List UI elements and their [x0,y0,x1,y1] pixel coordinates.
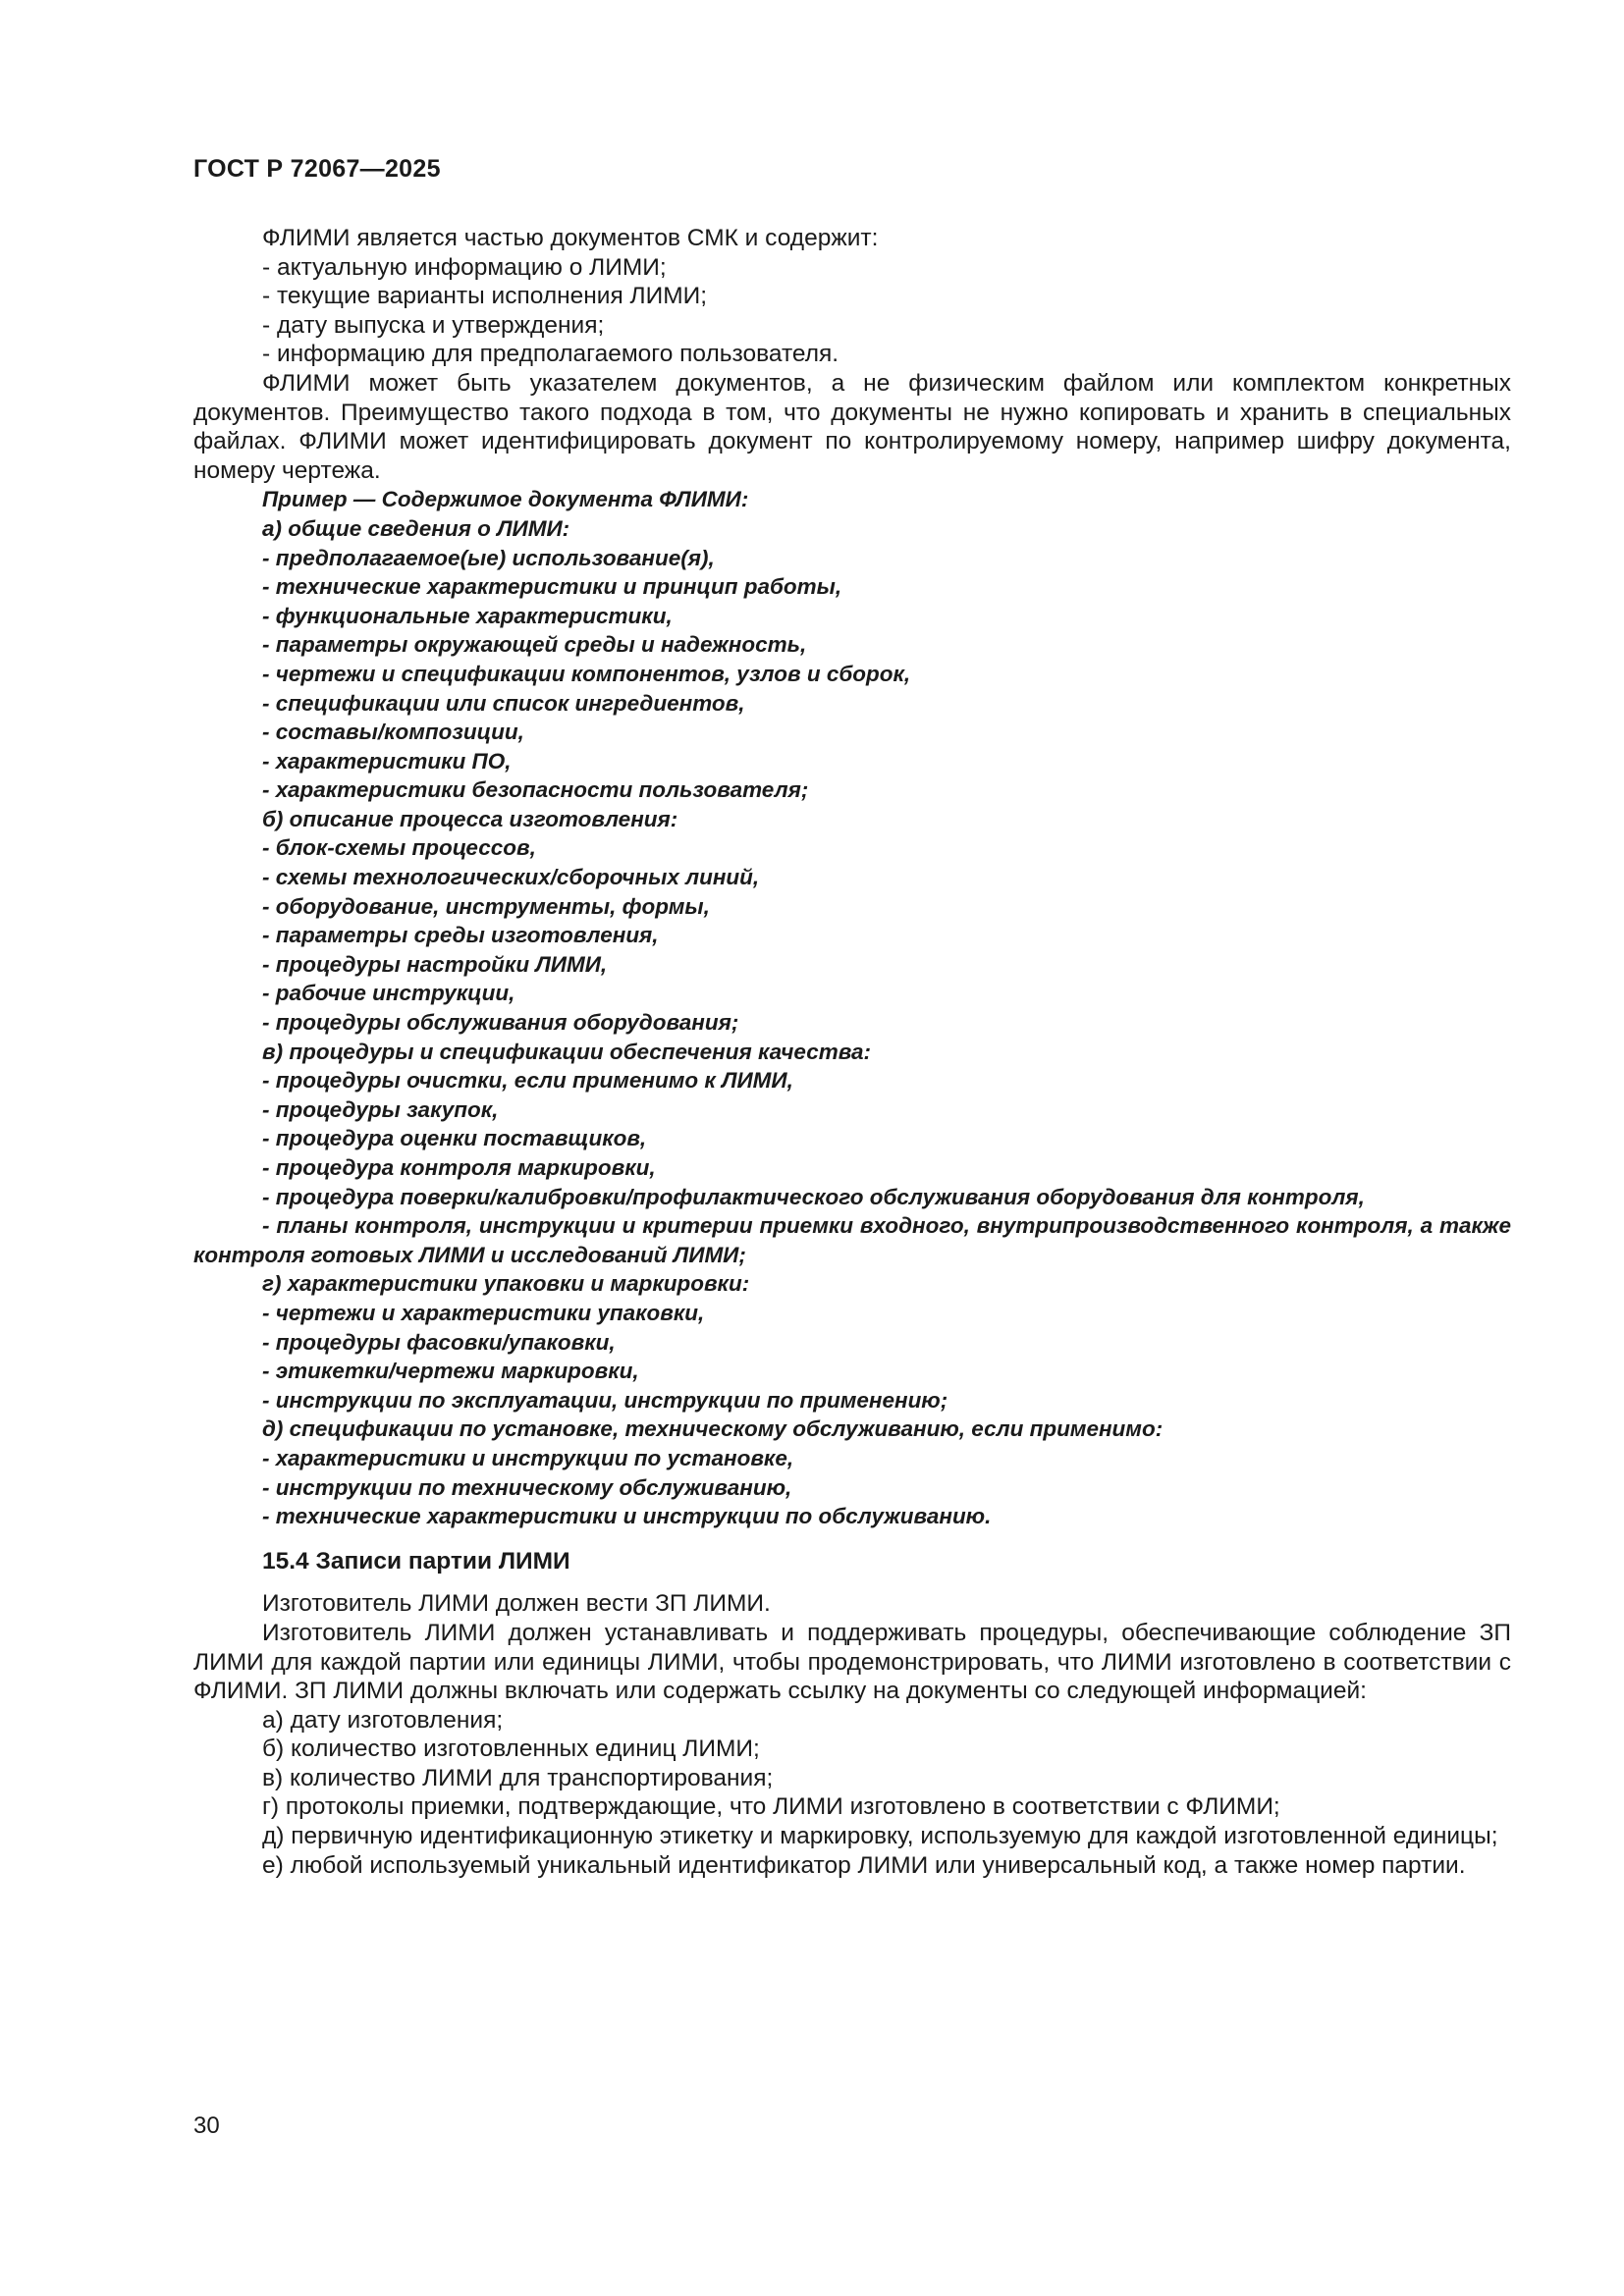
example-item: а) общие сведения о ЛИМИ: [262,515,570,541]
example-item: - процедуры закупок, [262,1096,499,1122]
list-item: е) любой используемый уникальный идентификатор ЛИМИ или универсальный код, а также номер партии. [262,1851,1466,1879]
example-item: - функциональные характеристики, [262,603,673,628]
example-item: - инструкции по техническому обслуживанию, [262,1474,792,1500]
list-item: - актуальную информацию о ЛИМИ; [262,253,667,281]
example-item: - чертежи и спецификации компонентов, узлов и сборок, [262,661,911,686]
list-item: - информацию для предполагаемого пользователя. [262,341,839,368]
list-item: - дату выпуска и утверждения; [262,311,605,339]
example-item: - процедуры фасовки/упаковки, [262,1329,616,1355]
example-block [193,485,1511,1530]
paragraph: Изготовитель ЛИМИ должен устанавливать и поддерживать процедуры, обеспечивающие соблюдение ЗП ЛИМИ для каждой партии или единицы ЛИМИ, чтобы продемонстрировать, что ЛИМИ изготовлено в соответствии с ФЛИМИ. ЗП ЛИМИ должны включать или содержать ссылку на документы со следующей информацией: [193,1619,1511,1705]
paragraph: Изготовитель ЛИМИ должен вести ЗП ЛИМИ. [262,1590,771,1618]
example-item: - характеристики ПО, [262,748,512,774]
example-item: - процедура контроля маркировки, [262,1155,656,1180]
example-item: г) характеристики упаковки и маркировки: [262,1271,750,1297]
example-title: Пример — Содержимое документа ФЛИМИ: [262,487,749,512]
list-item: - текущие варианты исполнения ЛИМИ; [262,283,708,310]
example-item: - технические характеристики и инструкции по обслуживанию. [262,1504,992,1529]
list-item: а) дату изготовления; [262,1706,504,1734]
example-item: - параметры среды изготовления, [262,923,659,948]
list-item: б) количество изготовленных единиц ЛИМИ; [262,1735,760,1763]
example-item: - характеристики и инструкции по установке, [262,1445,794,1470]
section-heading: 15.4 Записи партии ЛИМИ [262,1547,570,1575]
standard-header: ГОСТ Р 72067—2025 [193,155,441,183]
example-item: - спецификации или список ингредиентов, [262,690,745,716]
example-item: - предполагаемое(ые) использование(я), [262,545,715,570]
example-item: - планы контроля, инструкции и критерии приемки входного, внутрипроизводственного контроля, а также контроля готовых ЛИМИ и исследований ЛИМИ; [193,1213,1511,1267]
example-item: - рабочие инструкции, [262,981,515,1006]
document-body [193,224,1511,1880]
example-item: - блок-схемы процессов, [262,835,536,861]
example-item: - инструкции по эксплуатации, инструкции по применению; [262,1387,948,1413]
example-item: д) спецификации по установке, техническому обслуживанию, если применимо: [262,1416,1164,1442]
example-item: - процедура оценки поставщиков, [262,1126,647,1151]
example-item: - процедуры обслуживания оборудования; [262,1010,739,1036]
example-item: - составы/композиции, [262,720,524,745]
example-item: - этикетки/чертежи маркировки, [262,1359,639,1384]
example-item: - схемы технологических/сборочных линий, [262,865,760,890]
list-item: в) количество ЛИМИ для транспортирования; [262,1764,774,1791]
list-item: г) протоколы приемки, подтверждающие, что ЛИМИ изготовлено в соответствии с ФЛИМИ; [262,1793,1280,1821]
example-item: - оборудование, инструменты, формы, [262,893,710,919]
paragraph: ФЛИМИ может быть указателем документов, а не физическим файлом или комплектом конкретных документов. Преимущество такого подхода в том, что документы не нужно копировать и хранить в специальных файлах. ФЛИМИ может идентифицировать документ по контролируемому номеру, например шифру документа, номеру чертежа. [193,369,1511,484]
example-item: - технические характеристики и принцип работы, [262,574,842,600]
page-number: 30 [193,2112,220,2139]
example-item: - чертежи и характеристики упаковки, [262,1300,705,1325]
example-item: в) процедуры и спецификации обеспечения качества: [262,1039,872,1064]
example-item: - процедуры настройки ЛИМИ, [262,951,608,977]
example-item: - параметры окружающей среды и надежность, [262,632,807,658]
paragraph: ФЛИМИ является частью документов СМК и содержит: [262,225,879,251]
list-item: д) первичную идентификационную этикетку и маркировку, используемую для каждой изготовленной единицы; [262,1823,1498,1850]
example-item: - процедуры очистки, если применимо к ЛИМИ, [262,1068,793,1094]
example-item: б) описание процесса изготовления: [262,806,678,831]
example-item: - характеристики безопасности пользователя; [262,777,809,803]
example-item: - процедура поверки/калибровки/профилактического обслуживания оборудования для контроля, [262,1184,1365,1209]
